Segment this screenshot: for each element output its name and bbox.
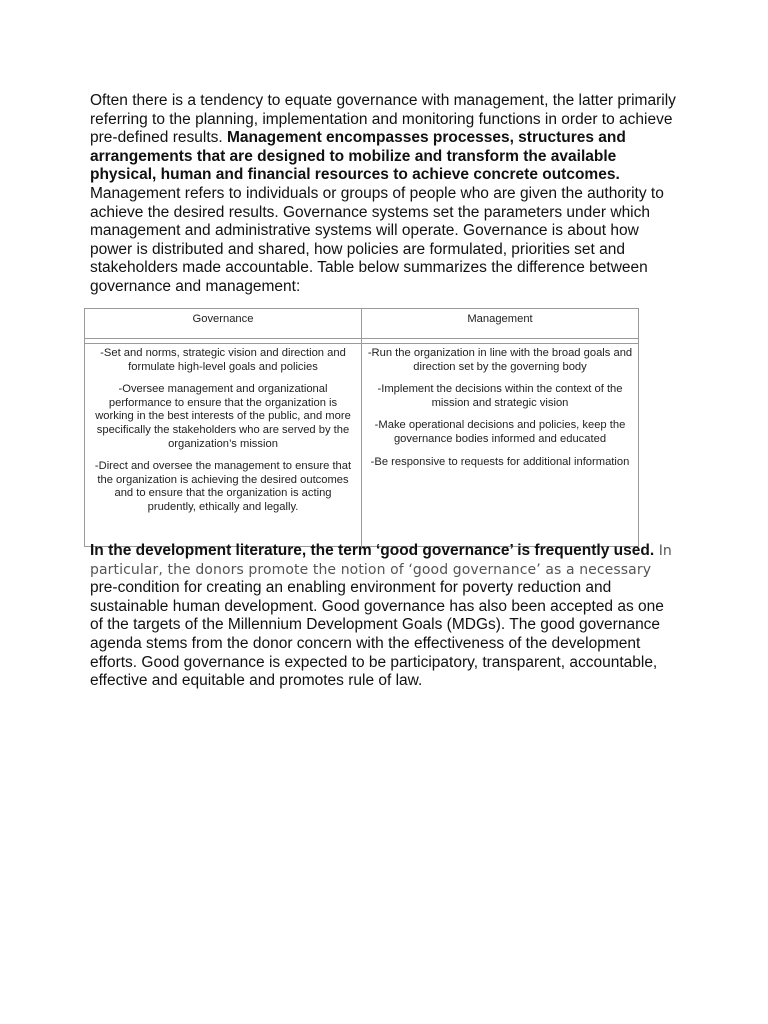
header-management: Management	[362, 309, 639, 339]
closing-text: pre-condition for creating an enabling environment for poverty reduction and sustainable human development. Good governance has also been accepted as one of the targets of the Millennium Development Goals (MDGs). The good governance agenda stems from the donor concern with the effectiveness of the development efforts. Good governance is expected to be participatory, transparent, accountable, effective and equitable and promotes rule of law.	[90, 579, 664, 690]
intro-paragraph	[90, 92, 680, 297]
intro-text-2: Management refers to individuals or groups of people who are given the authority to achieve the desired results. Governance systems set the parameters under which management and administrative systems will operate. Governance is about how power is distributed and shared, how policies are formulated, priorities set and stakeholders made accountable. Table below summarizes the difference between governance and management:	[90, 184, 664, 295]
governance-cell	[85, 344, 362, 547]
management-point: -Implement the decisions within the context of the mission and strategic vision	[377, 383, 623, 409]
intro-text-1: Often there is a tendency to equate governance with management, the latter primarily referring to the planning, implementation and monitoring functions in order to achieve pre-defined results.	[90, 92, 676, 147]
management-point: -Run the organization in line with the broad goals and direction set by the governing body	[367, 347, 633, 373]
closing-bold-statement: In the development literature, the term ‘good governance’ is frequently used.	[90, 542, 655, 559]
governance-point: -Set and norms, strategic vision and direction and formulate high-level goals and policies	[100, 347, 346, 373]
management-point: -Make operational decisions and policies, keep the governance bodies informed and educated	[374, 419, 626, 445]
intro-bold-statement: Management encompasses processes, structures and arrangements that are designed to mobilize and transform the available physical, human and financial resources to achieve concrete outcomes.	[90, 129, 626, 184]
closing-paragraph	[90, 542, 680, 691]
governance-point: -Direct and oversee the management to ensure that the organization is achieving the desired outcomes and to ensure that the organization is acting prudently, ethically and legally.	[94, 460, 352, 513]
table-row	[85, 344, 639, 547]
comparison-table	[84, 308, 639, 547]
management-cell	[362, 344, 639, 547]
table-header-row	[85, 309, 639, 339]
closing-light-text: In particular, the donors promote the notion of ‘good governance’ as a necessary	[90, 543, 672, 578]
governance-point: -Oversee management and organizational performance to ensure that the organization is working in the best interests of the public, and more specifically the stakeholders who are served by the organization’s mission	[95, 383, 351, 450]
header-governance: Governance	[85, 309, 362, 339]
management-point: -Be responsive to requests for additional information	[370, 455, 630, 468]
